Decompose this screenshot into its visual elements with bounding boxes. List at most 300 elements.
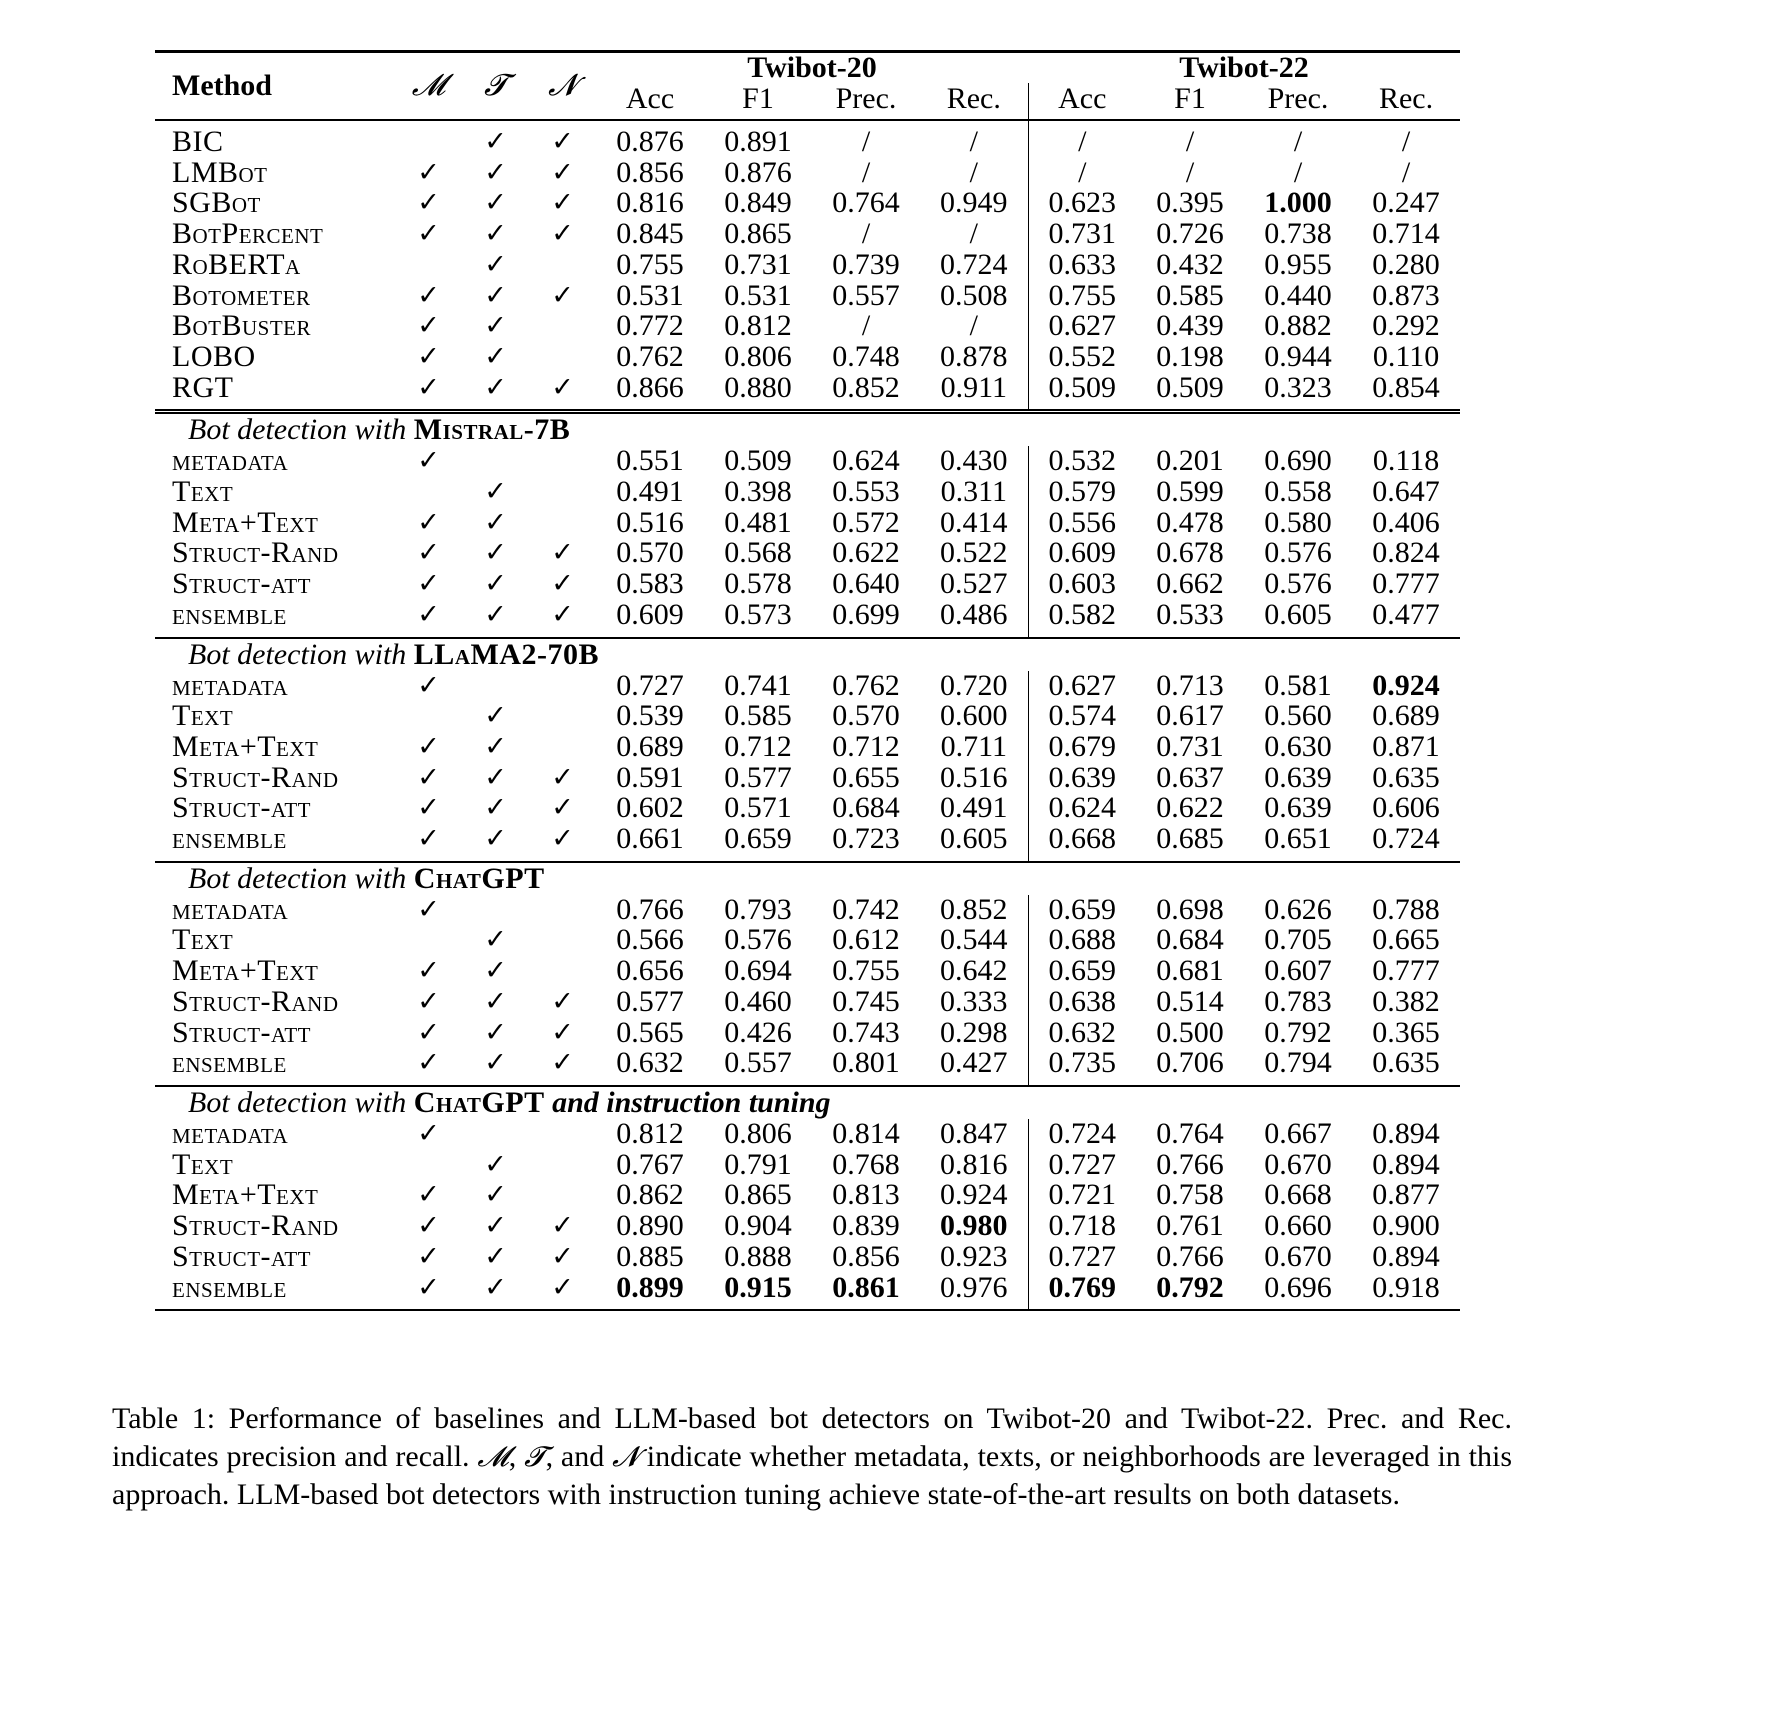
metric-value: / — [1401, 155, 1411, 189]
metric-value: 0.365 — [1372, 1015, 1440, 1049]
metric-value: 0.655 — [832, 760, 900, 794]
metric-value: 0.689 — [1372, 699, 1440, 733]
metric-value: 0.118 — [1372, 444, 1440, 478]
metric-value: 0.639 — [1264, 791, 1332, 825]
table-row — [155, 925, 1460, 956]
metric-value: 0.852 — [940, 892, 1008, 926]
metric-header: F1 — [1174, 82, 1206, 115]
check-icon: ✓ — [551, 792, 574, 824]
metric-value: 0.852 — [832, 370, 900, 404]
metric-value: 0.553 — [832, 475, 900, 509]
metric-value: / — [1293, 155, 1303, 189]
metric-value: 0.556 — [1028, 508, 1136, 539]
metric-value: 0.731 — [1156, 729, 1224, 763]
table-row — [155, 188, 1460, 219]
check-icon — [395, 120, 462, 158]
metric-value: 0.891 — [704, 120, 812, 158]
caption-text: indicate whether metadata, texts, or neighborhoods are leveraged in this approach. LLM-based bot detectors with instruction tuning achieve state-of-the-art results on both datasets. — [112, 1440, 1512, 1511]
metric-value: 0.714 — [1372, 217, 1440, 251]
metric-value: 0.849 — [724, 186, 792, 220]
metric-value: 0.769 — [1028, 1273, 1136, 1311]
results-table-container — [155, 50, 1458, 1311]
metric-value: 0.551 — [616, 444, 684, 478]
check-icon: ✓ — [484, 730, 507, 762]
section-title-prefix: Bot detection with — [188, 861, 414, 895]
table-row — [155, 281, 1460, 312]
metric-value: 0.670 — [1264, 1239, 1332, 1273]
check-icon — [529, 1150, 596, 1181]
check-icon: ✓ — [417, 218, 440, 250]
neighborhood-symbol: 𝓝 — [612, 1440, 639, 1473]
metric-value: 0.414 — [940, 505, 1008, 539]
metric-value: 0.894 — [1372, 1116, 1440, 1150]
metric-value: 0.856 — [616, 155, 684, 189]
check-icon: ✓ — [551, 568, 574, 600]
metric-value: 0.198 — [1156, 339, 1224, 373]
metric-value: 0.606 — [1372, 791, 1440, 825]
check-icon: ✓ — [417, 761, 440, 793]
section-title-suffix: and instruction tuning — [544, 1085, 831, 1119]
method-name: Struct-Rand — [172, 984, 339, 1018]
metric-value: 0.772 — [616, 309, 684, 343]
check-icon — [529, 1180, 596, 1211]
method-name: Struct-Rand — [172, 536, 339, 570]
check-icon: ✓ — [484, 340, 507, 372]
metric-value: 0.727 — [1028, 1242, 1136, 1273]
metric-value: 0.885 — [616, 1239, 684, 1273]
metric-value: 0.766 — [616, 892, 684, 926]
metric-value: 0.742 — [832, 892, 900, 926]
check-icon: ✓ — [484, 761, 507, 793]
metric-value: 0.681 — [1156, 954, 1224, 988]
method-name: metadata — [172, 668, 289, 702]
metric-value: 0.570 — [832, 699, 900, 733]
check-icon: ✓ — [417, 340, 440, 372]
table-body — [155, 120, 1460, 1310]
check-icon: ✓ — [417, 1210, 440, 1242]
check-icon: ✓ — [484, 537, 507, 569]
metric-value: 0.576 — [1264, 567, 1332, 601]
metric-value: 0.477 — [1372, 597, 1440, 631]
check-icon: ✓ — [417, 598, 440, 630]
metric-value: 0.661 — [616, 822, 684, 856]
metric-value: 0.533 — [1156, 597, 1224, 631]
metric-value: 0.659 — [1028, 956, 1136, 987]
metric-value: 0.426 — [724, 1015, 792, 1049]
metric-value: 0.899 — [596, 1273, 704, 1311]
check-icon: ✓ — [529, 1273, 596, 1311]
metric-value: 0.813 — [832, 1178, 900, 1212]
table-row — [155, 1273, 1460, 1311]
metric-value: 0.585 — [1156, 278, 1224, 312]
metric-value: 0.560 — [1264, 699, 1332, 733]
check-icon: ✓ — [417, 506, 440, 538]
metric-header: Prec. — [835, 82, 897, 115]
metadata-symbol: 𝓜 — [477, 1440, 509, 1473]
table-row — [155, 342, 1460, 373]
metric-value: 0.745 — [832, 984, 900, 1018]
metric-value: 0.698 — [1156, 892, 1224, 926]
check-icon: ✓ — [484, 955, 507, 987]
metric-value: / — [861, 155, 871, 189]
metric-value: 0.724 — [1028, 1119, 1136, 1150]
caption-text: Table 1: Performance of baselines and LLM-based bot detectors on Twibot-20 and Twibot-22. Prec. and Rec. indicates precision and recall. — [112, 1402, 1512, 1473]
metric-value: 0.635 — [1372, 1046, 1440, 1080]
metric-value: 0.557 — [832, 278, 900, 312]
check-icon: ✓ — [484, 1016, 507, 1048]
metric-value: 0.685 — [1156, 822, 1224, 856]
metric-value: 0.395 — [1156, 186, 1224, 220]
check-icon — [462, 446, 529, 477]
section-model-name: ChatGPT — [413, 1085, 545, 1119]
check-icon: ✓ — [484, 1210, 507, 1242]
metric-value: 0.544 — [940, 923, 1008, 957]
method-name: Meta+Text — [172, 1178, 319, 1212]
check-icon: ✓ — [484, 156, 507, 188]
metric-value: 0.949 — [940, 186, 1008, 220]
check-icon: ✓ — [417, 985, 440, 1017]
metric-value: 0.845 — [616, 217, 684, 251]
metric-value: 0.767 — [616, 1147, 684, 1181]
method-name: Meta+Text — [172, 954, 319, 988]
metric-value: 0.684 — [1156, 923, 1224, 957]
check-icon: ✓ — [484, 823, 507, 855]
metric-value: 0.688 — [1028, 925, 1136, 956]
metric-value: 0.622 — [832, 536, 900, 570]
metric-value: 0.576 — [1264, 536, 1332, 570]
twibot20-header: Twibot-20 — [596, 52, 1028, 84]
metric-value: 0.605 — [1264, 597, 1332, 631]
metric-value: 0.788 — [1372, 892, 1440, 926]
table-row — [155, 824, 1460, 862]
metric-value: 0.755 — [1028, 281, 1136, 312]
check-icon: ✓ — [417, 279, 440, 311]
metric-value: 0.783 — [1264, 984, 1332, 1018]
metric-value: 0.398 — [724, 475, 792, 509]
section-title-prefix: Bot detection with — [188, 1085, 414, 1119]
metric-value: 0.558 — [1264, 475, 1332, 509]
metric-value: 0.573 — [724, 597, 792, 631]
metric-value: 0.739 — [832, 247, 900, 281]
check-icon — [529, 956, 596, 987]
metric-value: 0.792 — [1136, 1273, 1244, 1311]
metric-value: 0.527 — [940, 567, 1008, 601]
table-row — [155, 250, 1460, 281]
text-symbol-header: 𝓣 — [462, 52, 529, 121]
metric-value: 0.660 — [1264, 1209, 1332, 1243]
method-name: Meta+Text — [172, 505, 319, 539]
check-icon: ✓ — [551, 1047, 574, 1079]
metric-value: 0.712 — [724, 729, 792, 763]
metric-value: 0.500 — [1156, 1015, 1224, 1049]
method-name: Text — [172, 923, 234, 957]
metric-value: 0.882 — [1264, 309, 1332, 343]
metric-value: 0.791 — [724, 1147, 792, 1181]
metric-value: 0.491 — [940, 791, 1008, 825]
metric-header: F1 — [742, 82, 774, 115]
metric-value: 0.440 — [1264, 278, 1332, 312]
table-row — [155, 1211, 1460, 1242]
metric-value: 0.777 — [1372, 954, 1440, 988]
metric-header: Prec. — [1267, 82, 1329, 115]
metric-value: 0.764 — [832, 186, 900, 220]
check-icon: ✓ — [484, 248, 507, 280]
check-icon: ✓ — [484, 310, 507, 342]
check-icon: ✓ — [417, 823, 440, 855]
metric-value: 0.743 — [832, 1015, 900, 1049]
metric-value: 0.755 — [616, 247, 684, 281]
metric-value: 0.627 — [1028, 671, 1136, 702]
check-icon: ✓ — [484, 506, 507, 538]
metric-value: 0.580 — [1264, 505, 1332, 539]
check-icon: ✓ — [417, 310, 440, 342]
method-name: BotPercent — [172, 217, 324, 251]
metric-value: 0.481 — [724, 505, 792, 539]
check-icon — [462, 1119, 529, 1150]
check-icon: ✓ — [462, 120, 529, 158]
table-row — [155, 311, 1460, 342]
metric-value: 0.727 — [1028, 1150, 1136, 1181]
metric-value: 0.761 — [1156, 1209, 1224, 1243]
check-icon: ✓ — [484, 218, 507, 250]
metric-value: 0.557 — [724, 1046, 792, 1080]
metric-value: 0.689 — [616, 729, 684, 763]
metric-value: 0.911 — [940, 370, 1007, 404]
metric-value: 0.566 — [616, 923, 684, 957]
check-icon: ✓ — [417, 537, 440, 569]
check-icon — [395, 250, 462, 281]
metric-value: 0.888 — [724, 1239, 792, 1273]
method-name: SGBot — [172, 186, 261, 220]
metric-value: 0.491 — [616, 475, 684, 509]
metric-value: 0.735 — [1028, 1048, 1136, 1086]
metric-value: 0.762 — [616, 339, 684, 373]
metric-value: 0.609 — [616, 597, 684, 631]
metric-value: 0.668 — [1264, 1178, 1332, 1212]
metric-value: 0.721 — [1028, 1180, 1136, 1211]
check-icon — [529, 250, 596, 281]
metric-value: 0.900 — [1372, 1209, 1440, 1243]
check-icon: ✓ — [551, 218, 574, 250]
metric-value: 0.640 — [832, 567, 900, 601]
metric-value: / — [812, 120, 920, 158]
metric-value: 0.333 — [940, 984, 1008, 1018]
metric-value: 0.292 — [1372, 309, 1440, 343]
method-name: Struct-att — [172, 1015, 312, 1049]
table-header — [155, 52, 1460, 121]
table-row — [155, 763, 1460, 794]
metric-value: 0.509 — [1028, 373, 1136, 412]
metric-value: 0.876 — [724, 155, 792, 189]
section-header-row — [155, 412, 1460, 447]
check-icon: ✓ — [484, 598, 507, 630]
results-table — [155, 50, 1460, 1311]
metric-value: 0.880 — [724, 370, 792, 404]
check-icon: ✓ — [551, 187, 574, 219]
check-icon: ✓ — [484, 792, 507, 824]
metric-value: 0.812 — [724, 309, 792, 343]
metric-value: 0.607 — [1264, 954, 1332, 988]
metric-value: 0.748 — [832, 339, 900, 373]
metadata-symbol-header: 𝓜 — [395, 52, 462, 121]
metric-value: 0.724 — [940, 247, 1008, 281]
check-icon: ✓ — [484, 700, 507, 732]
check-icon: ✓ — [484, 279, 507, 311]
section-title — [155, 1086, 1460, 1119]
check-icon — [529, 671, 596, 702]
metric-value: 0.630 — [1264, 729, 1332, 763]
check-icon — [529, 446, 596, 477]
check-icon: ✓ — [417, 893, 440, 925]
check-icon — [529, 1119, 596, 1150]
metric-value: 0.659 — [1028, 895, 1136, 926]
method-name: ensemble — [172, 822, 287, 856]
method-name: metadata — [172, 892, 289, 926]
method-name: ensemble — [155, 1273, 395, 1311]
metric-value: 0.522 — [940, 536, 1008, 570]
metric-value: 0.632 — [616, 1046, 684, 1080]
table-row — [155, 158, 1460, 189]
metric-value: 0.311 — [940, 475, 1007, 509]
table-row — [155, 1180, 1460, 1211]
method-name: metadata — [172, 1116, 289, 1150]
metric-value: 0.699 — [832, 597, 900, 631]
metric-value: 0.635 — [1372, 760, 1440, 794]
metric-value: 0.904 — [724, 1209, 792, 1243]
metric-value: / — [969, 309, 978, 343]
metric-header: Rec. — [946, 82, 1001, 115]
metric-value: 0.568 — [724, 536, 792, 570]
metric-value: 0.924 — [940, 1178, 1008, 1212]
metric-value: 0.690 — [1264, 444, 1332, 478]
metric-value: 0.718 — [1028, 1211, 1136, 1242]
metric-value: / — [1028, 120, 1136, 158]
method-name: Botometer — [172, 278, 311, 312]
check-icon — [529, 925, 596, 956]
check-icon: ✓ — [462, 1273, 529, 1311]
metric-value: 0.298 — [940, 1015, 1008, 1049]
metric-value: 0.514 — [1156, 984, 1224, 1018]
metric-value: 0.812 — [616, 1116, 684, 1150]
metric-value: 0.662 — [1156, 567, 1224, 601]
table-row — [155, 1048, 1460, 1086]
metric-value: 0.944 — [1264, 339, 1332, 373]
metric-value: 0.764 — [1156, 1116, 1224, 1150]
method-name: Text — [172, 475, 234, 509]
metric-value: 0.627 — [1028, 311, 1136, 342]
check-icon — [529, 311, 596, 342]
table-row — [155, 120, 1460, 158]
method-name: ensemble — [172, 1046, 287, 1080]
section-title — [155, 412, 1460, 447]
metric-value: 0.439 — [1156, 309, 1224, 343]
metric-value: 0.705 — [1264, 923, 1332, 957]
table-row — [155, 701, 1460, 732]
metric-value: 0.602 — [616, 791, 684, 825]
section-model-name: Mistral-7B — [413, 413, 571, 447]
metric-value: 0.854 — [1372, 370, 1440, 404]
table-row — [155, 671, 1460, 702]
metric-value: 0.427 — [940, 1046, 1008, 1080]
check-icon: ✓ — [551, 1016, 574, 1048]
metric-value: 0.768 — [832, 1147, 900, 1181]
metric-value: 0.651 — [1264, 822, 1332, 856]
check-icon — [529, 508, 596, 539]
metric-value: 0.816 — [616, 186, 684, 220]
metric-value: 0.726 — [1156, 217, 1224, 251]
metric-value: 0.711 — [940, 729, 1007, 763]
metric-value: 0.508 — [940, 278, 1008, 312]
metric-value: 0.792 — [1264, 1015, 1332, 1049]
metric-value: 0.659 — [724, 822, 792, 856]
metric-value: 0.577 — [616, 984, 684, 1018]
check-icon: ✓ — [395, 1273, 462, 1311]
metric-value: 0.762 — [832, 668, 900, 702]
metric-header: Acc — [625, 82, 675, 115]
metric-value: 0.478 — [1156, 505, 1224, 539]
metric-value: 0.712 — [832, 729, 900, 763]
check-icon: ✓ — [551, 1240, 574, 1272]
method-name: ensemble — [172, 597, 287, 631]
table-row — [155, 1018, 1460, 1049]
metric-value: 0.591 — [616, 760, 684, 794]
metric-value: 0.723 — [832, 822, 900, 856]
check-icon: ✓ — [484, 1148, 507, 1180]
metric-value: 0.531 — [616, 278, 684, 312]
metric-value: 0.806 — [724, 1116, 792, 1150]
method-name: Struct-Rand — [172, 1209, 339, 1243]
metric-value: 0.915 — [704, 1273, 812, 1311]
metric-value: 0.633 — [1028, 250, 1136, 281]
metric-value: 0.890 — [616, 1209, 684, 1243]
check-icon: ✓ — [417, 792, 440, 824]
check-icon: ✓ — [551, 985, 574, 1017]
check-icon: ✓ — [417, 730, 440, 762]
metric-value: 0.856 — [832, 1239, 900, 1273]
metric-value: 0.626 — [1264, 892, 1332, 926]
twibot22-header: Twibot-22 — [1028, 52, 1460, 84]
metric-value: / — [861, 217, 871, 251]
metric-value: 0.847 — [940, 1116, 1008, 1150]
check-icon: ✓ — [417, 1016, 440, 1048]
metric-value: 0.581 — [1264, 668, 1332, 702]
metric-value: / — [1028, 158, 1136, 189]
metric-value: 0.738 — [1264, 217, 1332, 251]
text-symbol: 𝓣 — [524, 1440, 546, 1473]
method-name: LOBO — [172, 339, 256, 373]
table-row — [155, 477, 1460, 508]
check-icon: ✓ — [417, 445, 440, 477]
check-icon: ✓ — [417, 1117, 440, 1149]
check-icon: ✓ — [417, 187, 440, 219]
metric-value: 0.724 — [1372, 822, 1440, 856]
metric-value: 0.579 — [1028, 477, 1136, 508]
table-row — [155, 793, 1460, 824]
metric-value: 0.720 — [940, 668, 1008, 702]
metric-value: 0.866 — [616, 370, 684, 404]
check-icon: ✓ — [551, 537, 574, 569]
metric-value: 0.570 — [616, 536, 684, 570]
metric-value: 0.599 — [1156, 475, 1224, 509]
check-icon: ✓ — [551, 1210, 574, 1242]
check-icon — [529, 895, 596, 926]
metric-value: 0.624 — [832, 444, 900, 478]
table-row — [155, 1150, 1460, 1181]
metric-value: 0.572 — [832, 505, 900, 539]
neighborhood-symbol-header: 𝓝 — [529, 52, 596, 121]
metric-value: / — [861, 309, 871, 343]
section-header-row — [155, 638, 1460, 671]
